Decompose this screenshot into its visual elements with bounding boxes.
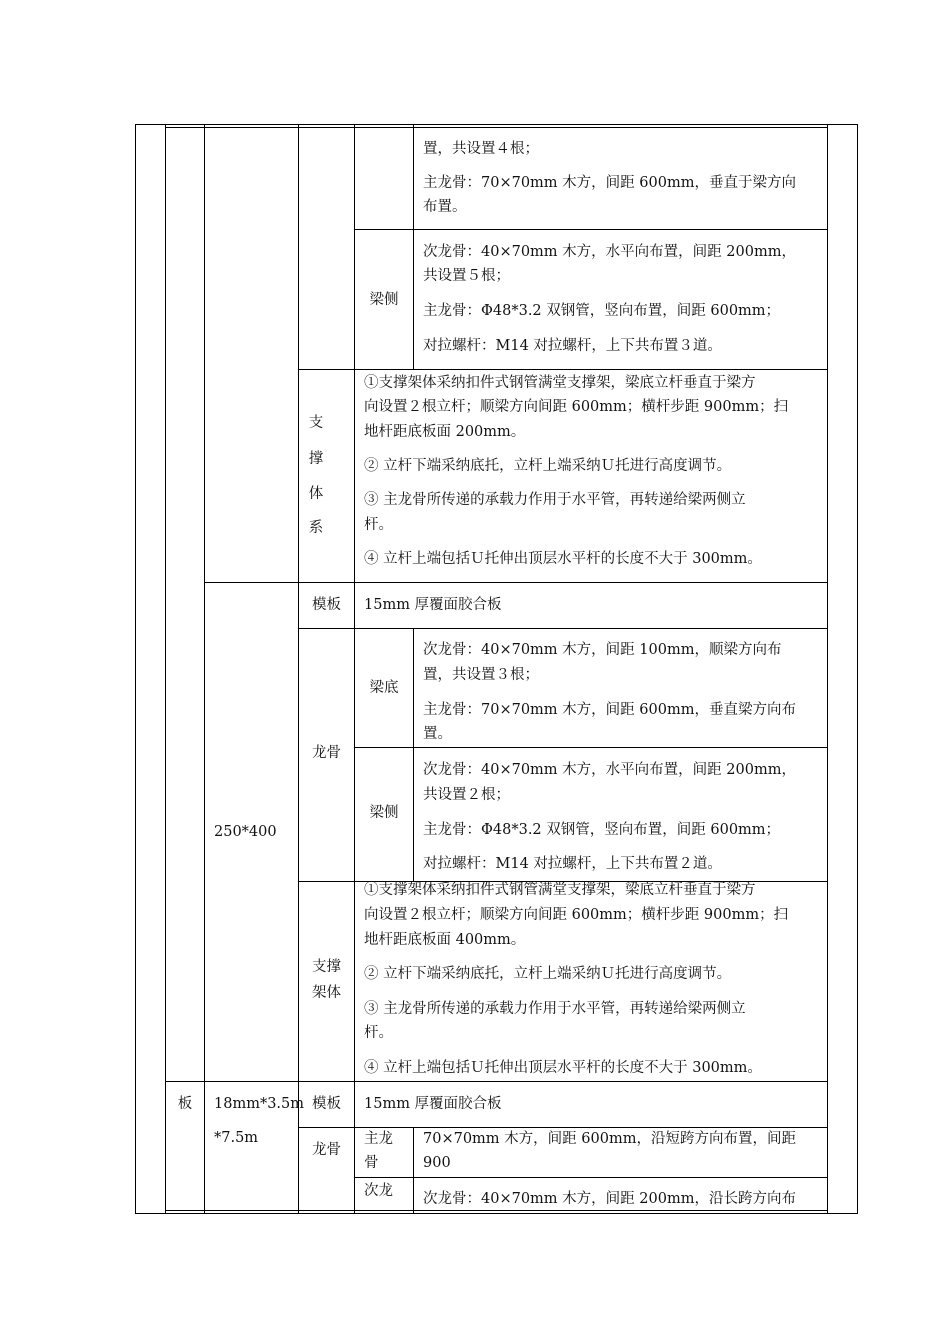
text-line: 900	[423, 1155, 451, 1171]
label-line: 主龙	[364, 1131, 393, 1147]
text-line: 杆。	[364, 1025, 393, 1041]
beam2-formwork-text: 15mm 厚覆面胶合板	[364, 597, 502, 613]
text-line: 对拉螺杆：M14 对拉螺杆，上下共布置２道。	[423, 856, 722, 872]
beam1-side-label: 梁侧	[369, 292, 399, 308]
beam2-side-label: 梁侧	[369, 805, 399, 821]
slab-size-line1: 18mm*3.5m	[214, 1096, 305, 1112]
beam2-size: 250*400	[214, 824, 277, 840]
slab-keel-label: 龙骨	[312, 1142, 341, 1158]
text-line: ①支撑架体采纳扣件式钢管满堂支撑架，梁底立杆垂直于梁方	[364, 882, 756, 898]
text-line: ④ 立杆上端包括Ｕ托伸出顶层水平杆的长度不大于 300mm。	[364, 1060, 762, 1076]
beam2-formwork-label: 模板	[312, 597, 341, 613]
text-line: 70×70mm 木方，间距 600mm，沿短跨方向布置，间距	[423, 1131, 796, 1147]
text-line: 向设置２根立杆；顺梁方向间距 600mm；横杆步距 900mm；扫	[364, 399, 789, 415]
text-line: 次龙骨：40×70mm 木方，水平向布置，间距 200mm，	[423, 244, 796, 260]
text-line: 地杆距底板面 400mm。	[364, 932, 526, 948]
text-line: 向设置２根立杆；顺梁方向间距 600mm；横杆步距 900mm；扫	[364, 907, 789, 923]
slab-category: 板	[177, 1096, 193, 1112]
label-char: 体	[308, 486, 324, 502]
text-line: 次龙骨：40×70mm 木方，间距 100mm，顺梁方向布	[423, 642, 782, 658]
slab-sub-keel-label: 次龙	[364, 1183, 393, 1199]
text-line: 主龙骨：70×70mm 木方，间距 600mm，垂直于梁方向	[423, 175, 796, 191]
text-line: ② 立杆下端采纳底托，立杆上端采纳Ｕ托进行高度调节。	[364, 966, 732, 982]
text-line: ③ 主龙骨所传递的承载力作用于水平管，再转递给梁两侧立	[364, 492, 746, 508]
text-line: 次龙骨：40×70mm 木方，水平向布置，间距 200mm，	[423, 762, 796, 778]
text-line: ② 立杆下端采纳底托，立杆上端采纳Ｕ托进行高度调节。	[364, 458, 732, 474]
text-line: 主龙骨：Φ48*3.2 双钢管，竖向布置，间距 600mm；	[423, 303, 781, 319]
beam2-bottom-label: 梁底	[369, 680, 399, 696]
label-char: 撑	[308, 451, 324, 467]
text-line: 共设置５根；	[423, 268, 510, 284]
label-line: 架体	[312, 985, 341, 1001]
text-line: ①支撑架体采纳扣件式钢管满堂支撑架，梁底立杆垂直于梁方	[364, 375, 756, 391]
text-line: 杆。	[364, 517, 393, 533]
text-line: 主龙骨：Φ48*3.2 双钢管，竖向布置，间距 600mm；	[423, 822, 781, 838]
text-line: 置，共设置３根；	[423, 667, 539, 683]
text-line: 置。	[423, 726, 452, 742]
label-line: 支撑	[312, 959, 341, 975]
slab-size-line2: *7.5m	[214, 1130, 259, 1146]
text-line: 共设置２根；	[423, 787, 510, 803]
slab-formwork-label: 模板	[312, 1096, 341, 1112]
label-char: 系	[308, 520, 324, 536]
text-line: 置，共设置４根；	[423, 141, 539, 157]
label-line: 骨	[364, 1155, 379, 1171]
slab-sub-keel-text: 次龙骨：40×70mm 木方，间距 200mm，沿长跨方向布	[423, 1191, 796, 1207]
text-line: ④ 立杆上端包括Ｕ托伸出顶层水平杆的长度不大于 300mm。	[364, 551, 762, 567]
text-line: 地杆距底板面 200mm。	[364, 424, 526, 440]
slab-formwork-text: 15mm 厚覆面胶合板	[364, 1096, 502, 1112]
text-line: ③ 主龙骨所传递的承载力作用于水平管，再转递给梁两侧立	[364, 1001, 746, 1017]
text-line: 布置。	[423, 199, 467, 215]
text-line: 对拉螺杆：M14 对拉螺杆，上下共布置３道。	[423, 338, 722, 354]
beam2-keel-label: 龙骨	[312, 745, 341, 761]
label-char: 支	[308, 415, 324, 431]
text-line: 主龙骨：70×70mm 木方，间距 600mm，垂直梁方向布	[423, 702, 796, 718]
